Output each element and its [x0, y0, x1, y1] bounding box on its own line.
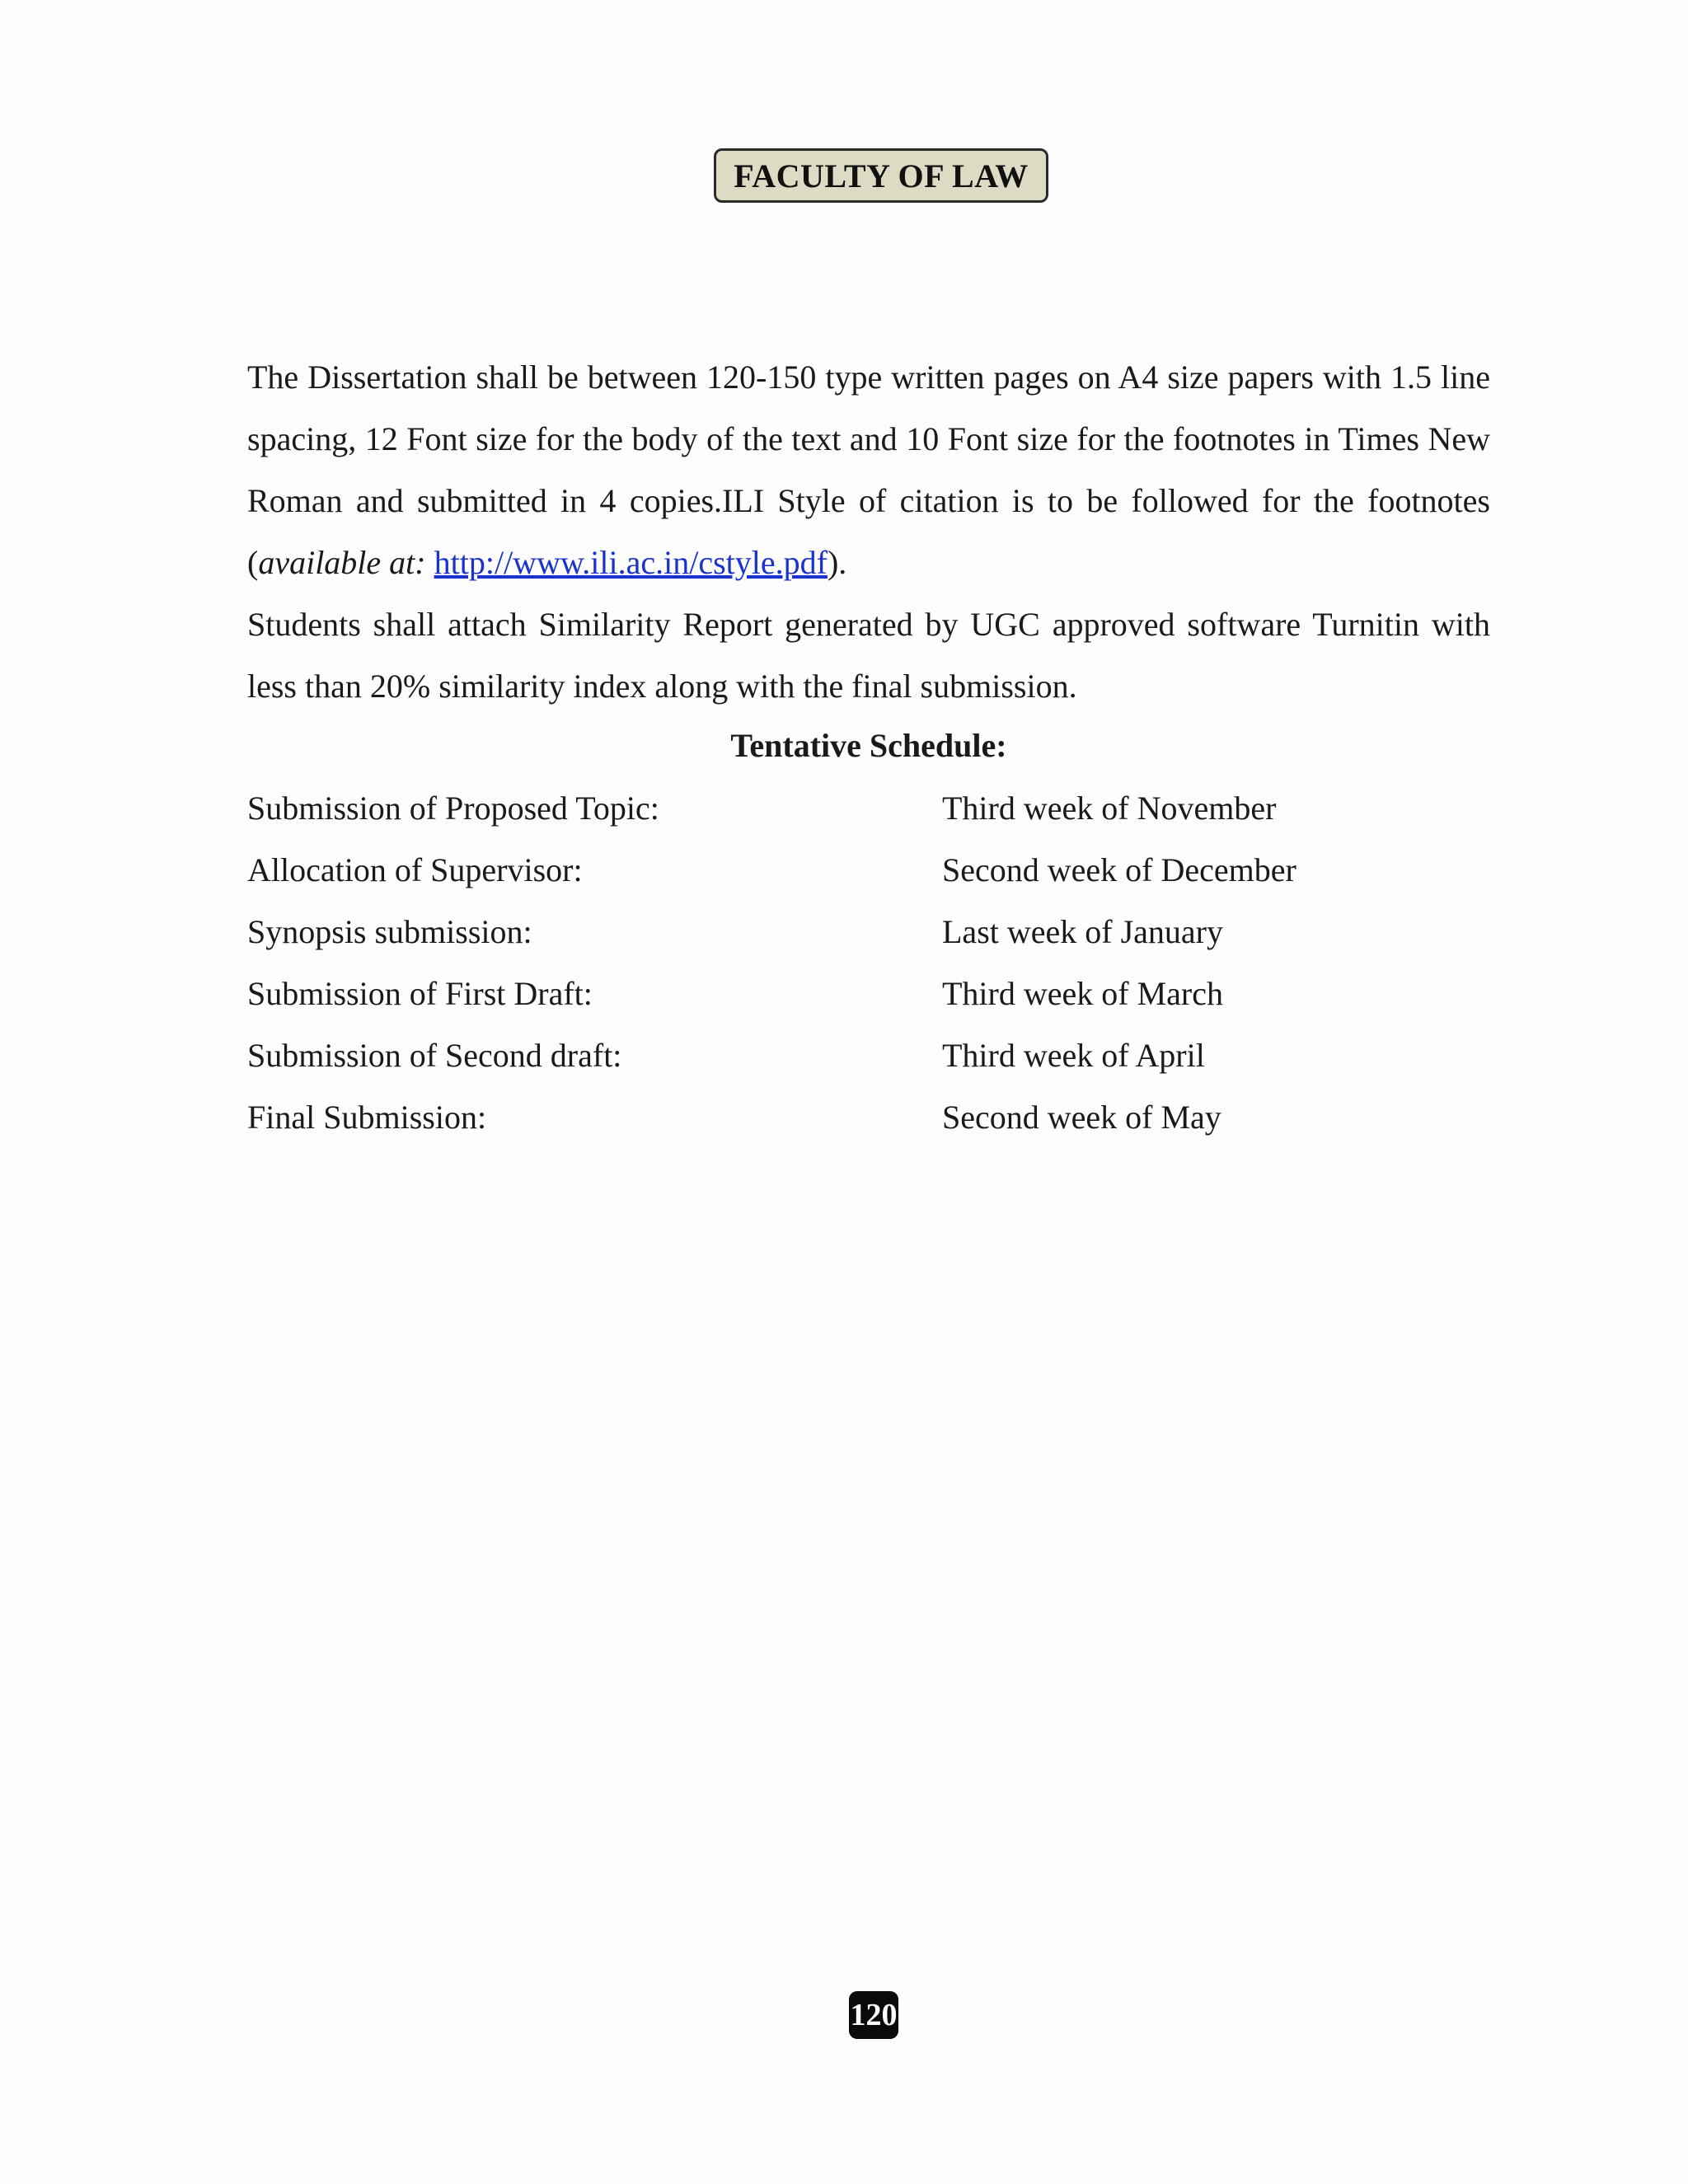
schedule-value: Second week of December [942, 851, 1296, 888]
body-text [247, 346, 1490, 717]
similarity-paragraph: Students shall attach Similarity Report generated by UGC approved software Turnitin with less than 20% similarity index along with the final submission. [247, 606, 1490, 705]
schedule-label: Allocation of Supervisor: [247, 851, 583, 888]
citation-style-link[interactable]: http://www.ili.ac.in/cstyle.pdf [434, 544, 828, 581]
faculty-title: FACULTY OF LAW [734, 157, 1029, 194]
page-number: 120 [850, 1998, 898, 2032]
schedule-row [247, 1024, 1490, 1086]
schedule-label: Synopsis submission: [247, 913, 532, 950]
schedule-row [247, 839, 1490, 901]
schedule-value: Third week of March [942, 975, 1223, 1012]
schedule-value: Third week of April [942, 1037, 1205, 1074]
page-number-badge [849, 1991, 898, 2039]
schedule-label: Submission of Second draft: [247, 1037, 622, 1074]
schedule-label: Submission of Proposed Topic: [247, 790, 659, 827]
dissertation-text: The Dissertation shall be between 120-150 type written pages on A4 size papers with 1.5 line spacing, 12 Font size for the body of the text and 10 Font size for the footnotes in Times New Roman and submitted in 4 copies.ILI Style of citation is to be followed for the footnotes ( [247, 359, 1490, 581]
schedule-label: Submission of First Draft: [247, 975, 593, 1012]
schedule-title: Tentative Schedule: [730, 727, 1007, 764]
schedule-row [247, 963, 1490, 1024]
schedule-row [247, 777, 1490, 839]
schedule-list [247, 777, 1490, 1148]
schedule-row [247, 1086, 1490, 1148]
spacer [426, 544, 434, 581]
schedule-value: Third week of November [942, 790, 1277, 827]
schedule-label: Final Submission: [247, 1099, 487, 1136]
schedule-value: Last week of January [942, 913, 1223, 950]
schedule-value: Second week of May [942, 1099, 1221, 1136]
faculty-title-badge [714, 148, 1048, 203]
schedule-row [247, 901, 1490, 963]
paragraph-end: ). [827, 544, 847, 581]
available-at-label: available at: [258, 544, 426, 581]
dissertation-paragraph [247, 346, 1490, 593]
